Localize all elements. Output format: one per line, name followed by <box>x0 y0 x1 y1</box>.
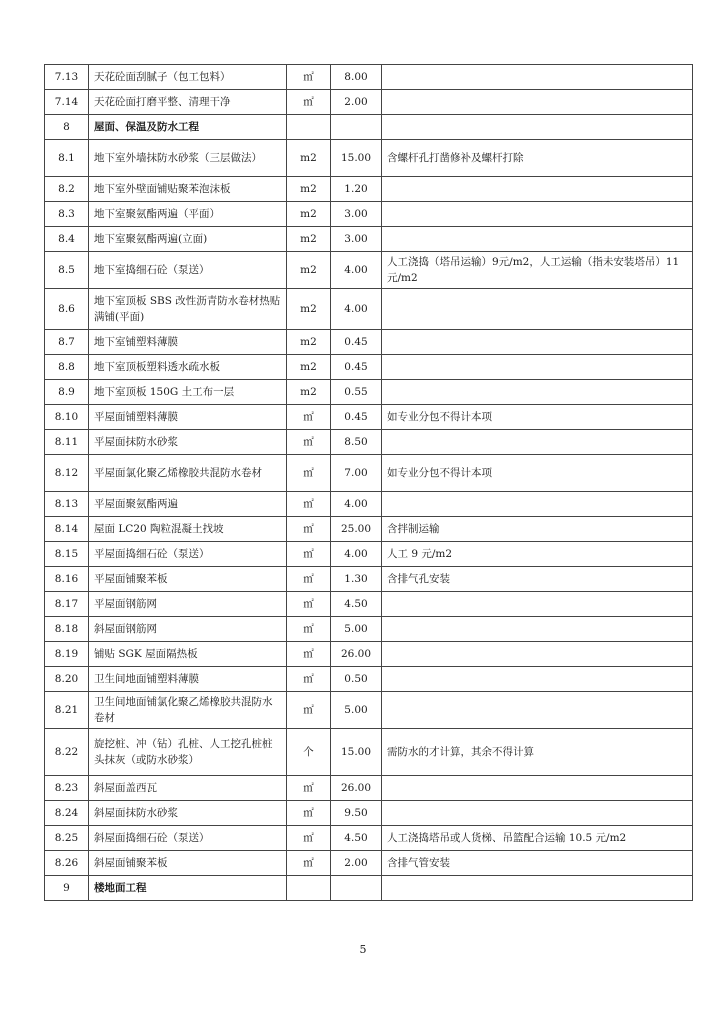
table-row <box>45 177 693 202</box>
cell-note <box>382 801 693 826</box>
cell-no: 8.26 <box>45 851 89 876</box>
cell-name: 地下室铺塑料薄膜 <box>89 330 287 355</box>
table-row <box>45 801 693 826</box>
cell-name: 旋挖桩、冲（钻）孔桩、人工挖孔桩桩头抹灰（或防水砂浆） <box>89 729 287 776</box>
cell-price: 4.00 <box>331 492 382 517</box>
cell-unit: ㎡ <box>287 592 331 617</box>
cell-name: 斜屋面铺聚苯板 <box>89 851 287 876</box>
cell-name: 斜屋面钢筋网 <box>89 617 287 642</box>
cell-unit: m2 <box>287 289 331 330</box>
price-table <box>44 64 693 901</box>
cell-price: 0.45 <box>331 405 382 430</box>
table-row <box>45 692 693 729</box>
cell-no: 8.14 <box>45 517 89 542</box>
table-row <box>45 65 693 90</box>
cell-note <box>382 876 693 901</box>
cell-note: 人工浇捣（塔吊运输）9元/m2，人工运输（指未安装塔吊）11元/m2 <box>382 252 693 289</box>
cell-price: 9.50 <box>331 801 382 826</box>
cell-note: 需防水的才计算，其余不得计算 <box>382 729 693 776</box>
cell-note <box>382 90 693 115</box>
cell-name: 卫生间地面铺氯化聚乙烯橡胶共混防水卷材 <box>89 692 287 729</box>
cell-price <box>331 876 382 901</box>
cell-name: 平屋面铺塑料薄膜 <box>89 405 287 430</box>
table-row <box>45 542 693 567</box>
cell-unit: ㎡ <box>287 801 331 826</box>
cell-price: 2.00 <box>331 851 382 876</box>
cell-name: 平屋面捣细石砼（泵送） <box>89 542 287 567</box>
cell-unit: ㎡ <box>287 65 331 90</box>
cell-name: 平屋面钢筋网 <box>89 592 287 617</box>
cell-price: 8.00 <box>331 65 382 90</box>
cell-note <box>382 642 693 667</box>
cell-name: 平屋面抹防水砂浆 <box>89 430 287 455</box>
cell-name: 斜屋面抹防水砂浆 <box>89 801 287 826</box>
cell-no: 7.14 <box>45 90 89 115</box>
cell-note: 人工 9 元/m2 <box>382 542 693 567</box>
cell-unit: ㎡ <box>287 667 331 692</box>
cell-no: 8.16 <box>45 567 89 592</box>
cell-unit: ㎡ <box>287 90 331 115</box>
cell-unit: m2 <box>287 227 331 252</box>
cell-no: 8.12 <box>45 455 89 492</box>
cell-unit: m2 <box>287 252 331 289</box>
cell-note <box>382 177 693 202</box>
cell-name: 平屋面铺聚苯板 <box>89 567 287 592</box>
cell-note <box>382 667 693 692</box>
table-row <box>45 380 693 405</box>
cell-name: 地下室聚氨酯两遍（平面） <box>89 202 287 227</box>
cell-no: 8.18 <box>45 617 89 642</box>
table-row <box>45 227 693 252</box>
cell-unit: m2 <box>287 140 331 177</box>
cell-no: 8.7 <box>45 330 89 355</box>
table-row <box>45 252 693 289</box>
cell-price: 26.00 <box>331 642 382 667</box>
table-row <box>45 667 693 692</box>
cell-name: 平屋面氯化聚乙烯橡胶共混防水卷材 <box>89 455 287 492</box>
cell-name: 斜屋面捣细石砼（泵送） <box>89 826 287 851</box>
table-row <box>45 90 693 115</box>
cell-price: 0.55 <box>331 380 382 405</box>
cell-note <box>382 380 693 405</box>
table-row <box>45 776 693 801</box>
cell-note: 如专业分包不得计本项 <box>382 455 693 492</box>
cell-note <box>382 65 693 90</box>
cell-price: 4.00 <box>331 542 382 567</box>
cell-name: 地下室捣细石砼（泵送） <box>89 252 287 289</box>
cell-price: 4.50 <box>331 826 382 851</box>
table-row <box>45 617 693 642</box>
table-row <box>45 430 693 455</box>
cell-no: 8.21 <box>45 692 89 729</box>
cell-price: 1.30 <box>331 567 382 592</box>
cell-unit: ㎡ <box>287 851 331 876</box>
cell-name: 地下室聚氨酯两遍(立面) <box>89 227 287 252</box>
cell-no: 8.6 <box>45 289 89 330</box>
cell-price: 15.00 <box>331 729 382 776</box>
cell-name: 地下室顶板 150G 土工布一层 <box>89 380 287 405</box>
cell-no: 8.19 <box>45 642 89 667</box>
cell-unit: ㎡ <box>287 776 331 801</box>
cell-price: 3.00 <box>331 227 382 252</box>
table-row <box>45 517 693 542</box>
cell-unit: ㎡ <box>287 517 331 542</box>
cell-no: 8.24 <box>45 801 89 826</box>
table-row <box>45 642 693 667</box>
cell-note <box>382 592 693 617</box>
cell-no: 8.9 <box>45 380 89 405</box>
cell-unit: ㎡ <box>287 692 331 729</box>
cell-price: 7.00 <box>331 455 382 492</box>
cell-unit <box>287 876 331 901</box>
cell-unit: ㎡ <box>287 542 331 567</box>
cell-price: 0.45 <box>331 355 382 380</box>
cell-note <box>382 202 693 227</box>
table-row <box>45 330 693 355</box>
cell-no: 9 <box>45 876 89 901</box>
cell-price <box>331 115 382 140</box>
cell-unit: m2 <box>287 330 331 355</box>
cell-note: 如专业分包不得计本项 <box>382 405 693 430</box>
table-row <box>45 289 693 330</box>
cell-no: 8.3 <box>45 202 89 227</box>
cell-no: 8 <box>45 115 89 140</box>
table-row <box>45 455 693 492</box>
cell-note: 含排气管安装 <box>382 851 693 876</box>
cell-price: 0.45 <box>331 330 382 355</box>
cell-note: 含拌制运输 <box>382 517 693 542</box>
cell-unit: ㎡ <box>287 430 331 455</box>
cell-note <box>382 330 693 355</box>
cell-unit: ㎡ <box>287 455 331 492</box>
cell-name: 斜屋面盖西瓦 <box>89 776 287 801</box>
cell-name: 地下室顶板塑料透水疏水板 <box>89 355 287 380</box>
cell-name: 卫生间地面铺塑料薄膜 <box>89 667 287 692</box>
cell-note <box>382 692 693 729</box>
table-row <box>45 140 693 177</box>
cell-unit: ㎡ <box>287 617 331 642</box>
cell-name: 楼地面工程 <box>89 876 287 901</box>
cell-price: 26.00 <box>331 776 382 801</box>
section-row <box>45 876 693 901</box>
cell-no: 8.2 <box>45 177 89 202</box>
table-row <box>45 492 693 517</box>
table-row <box>45 592 693 617</box>
cell-price: 25.00 <box>331 517 382 542</box>
cell-unit <box>287 115 331 140</box>
cell-no: 8.4 <box>45 227 89 252</box>
cell-no: 8.15 <box>45 542 89 567</box>
table-row <box>45 355 693 380</box>
cell-no: 8.1 <box>45 140 89 177</box>
cell-name: 屋面、保温及防水工程 <box>89 115 287 140</box>
cell-no: 8.22 <box>45 729 89 776</box>
section-row <box>45 115 693 140</box>
table-row <box>45 851 693 876</box>
cell-price: 0.50 <box>331 667 382 692</box>
cell-note: 人工浇捣塔吊或人货梯、吊篮配合运输 10.5 元/m2 <box>382 826 693 851</box>
cell-unit: ㎡ <box>287 405 331 430</box>
cell-price: 3.00 <box>331 202 382 227</box>
cell-price: 4.00 <box>331 289 382 330</box>
cell-price: 4.00 <box>331 252 382 289</box>
cell-price: 4.50 <box>331 592 382 617</box>
cell-no: 8.23 <box>45 776 89 801</box>
table-row <box>45 567 693 592</box>
cell-unit: ㎡ <box>287 492 331 517</box>
cell-no: 8.10 <box>45 405 89 430</box>
cell-price: 2.00 <box>331 90 382 115</box>
cell-price: 8.50 <box>331 430 382 455</box>
cell-price: 5.00 <box>331 692 382 729</box>
cell-no: 8.20 <box>45 667 89 692</box>
cell-note <box>382 776 693 801</box>
cell-note <box>382 492 693 517</box>
cell-price: 5.00 <box>331 617 382 642</box>
cell-name: 平屋面聚氨酯两遍 <box>89 492 287 517</box>
cell-note <box>382 355 693 380</box>
cell-price: 1.20 <box>331 177 382 202</box>
cell-note <box>382 289 693 330</box>
cell-name: 铺贴 SGK 屋面隔热板 <box>89 642 287 667</box>
cell-name: 地下室外墙抹防水砂浆（三层做法） <box>89 140 287 177</box>
cell-name: 地下室外壁面铺贴聚苯泡沫板 <box>89 177 287 202</box>
cell-price: 15.00 <box>331 140 382 177</box>
cell-no: 8.17 <box>45 592 89 617</box>
cell-unit: ㎡ <box>287 567 331 592</box>
cell-unit: 个 <box>287 729 331 776</box>
table-row <box>45 202 693 227</box>
table-row <box>45 729 693 776</box>
cell-unit: m2 <box>287 355 331 380</box>
cell-no: 8.5 <box>45 252 89 289</box>
cell-name: 天花砼面刮腻子（包工包料） <box>89 65 287 90</box>
cell-note <box>382 227 693 252</box>
cell-note: 含排气孔安装 <box>382 567 693 592</box>
page-number: 5 <box>359 943 367 956</box>
cell-name: 屋面 LC20 陶粒混凝土找坡 <box>89 517 287 542</box>
cell-note: 含螺杆孔打凿修补及螺杆打除 <box>382 140 693 177</box>
table-row <box>45 826 693 851</box>
cell-name: 地下室顶板 SBS 改性沥青防水卷材热贴满铺(平面) <box>89 289 287 330</box>
cell-note <box>382 430 693 455</box>
cell-note <box>382 115 693 140</box>
cell-unit: ㎡ <box>287 642 331 667</box>
cell-no: 8.25 <box>45 826 89 851</box>
cell-unit: m2 <box>287 202 331 227</box>
cell-note <box>382 617 693 642</box>
cell-no: 8.13 <box>45 492 89 517</box>
cell-no: 8.11 <box>45 430 89 455</box>
cell-name: 天花砼面打磨平整、清理干净 <box>89 90 287 115</box>
cell-unit: m2 <box>287 177 331 202</box>
cell-unit: m2 <box>287 380 331 405</box>
cell-no: 8.8 <box>45 355 89 380</box>
cell-no: 7.13 <box>45 65 89 90</box>
cell-unit: ㎡ <box>287 826 331 851</box>
table-row <box>45 405 693 430</box>
